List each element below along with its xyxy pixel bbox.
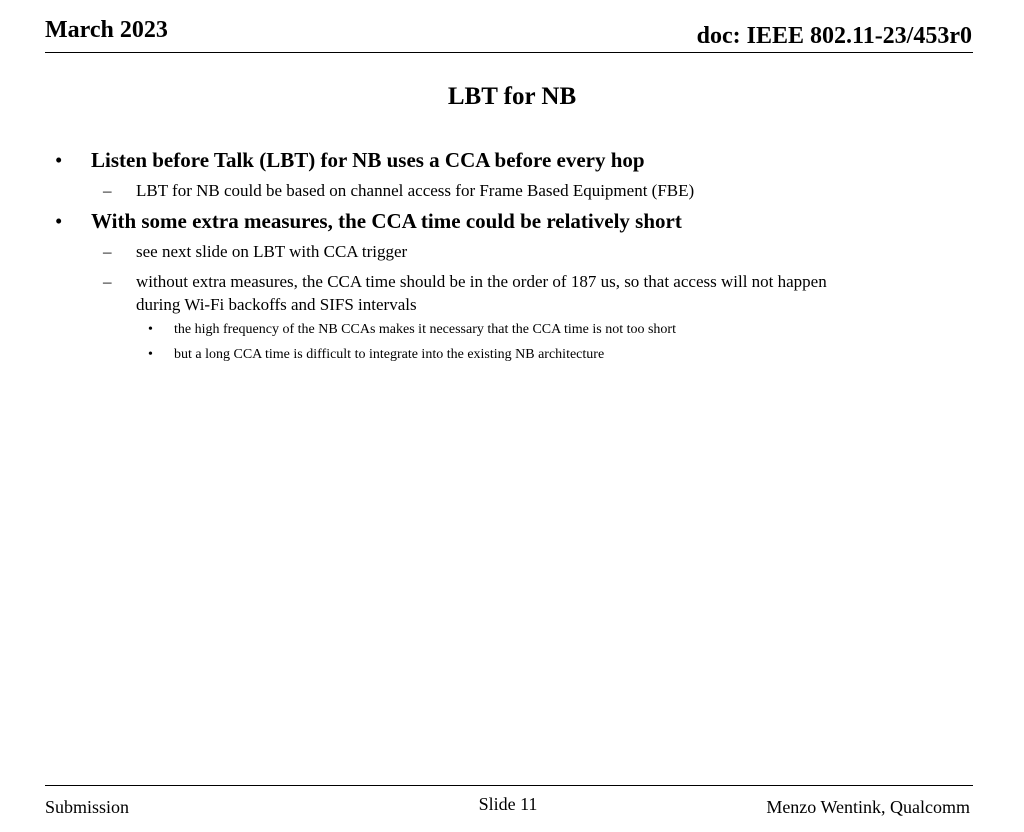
sub-sub-bullet-marker: • — [148, 322, 153, 337]
bullet-2: With some extra measures, the CCA time could be relatively short — [91, 209, 682, 233]
header-doc-id: doc: IEEE 802.11-23/453r0 — [696, 23, 972, 49]
bullet-marker: • — [55, 148, 63, 172]
bullet-1: Listen before Talk (LBT) for NB uses a CCA before every hop — [91, 148, 645, 172]
footer-submission: Submission — [45, 797, 130, 817]
sub-bullet-marker: – — [103, 242, 112, 261]
sub-bullet-marker: – — [103, 272, 112, 291]
bullet-2-sub-2-sub-2: but a long CCA time is difficult to integrate into the existing NB architecture — [174, 347, 605, 362]
footer-slide-number: Slide 11 — [478, 794, 538, 814]
sub-bullet-marker: – — [103, 181, 112, 200]
footer-author: Menzo Wentink, Qualcomm — [766, 797, 970, 817]
bullet-marker: • — [55, 209, 63, 233]
header-date: March 2023 — [45, 17, 168, 43]
bullet-2-sub-2-sub-1: the high frequency of the NB CCAs makes it necessary that the CCA time is not too short — [174, 322, 676, 337]
sub-sub-bullet-marker: • — [148, 347, 153, 362]
bullet-1-sub-1: LBT for NB could be based on channel access for Frame Based Equipment (FBE) — [136, 181, 695, 200]
bullet-2-sub-1: see next slide on LBT with CCA trigger — [136, 242, 408, 261]
header-divider — [45, 52, 973, 53]
footer-divider — [45, 785, 973, 786]
bullet-2-sub-2-line-1: without extra measures, the CCA time should be in the order of 187 us, so that access will not happen — [136, 272, 827, 291]
bullet-2-sub-2-line-2: during Wi-Fi backoffs and SIFS intervals — [136, 295, 417, 314]
slide-title: LBT for NB — [447, 83, 577, 110]
